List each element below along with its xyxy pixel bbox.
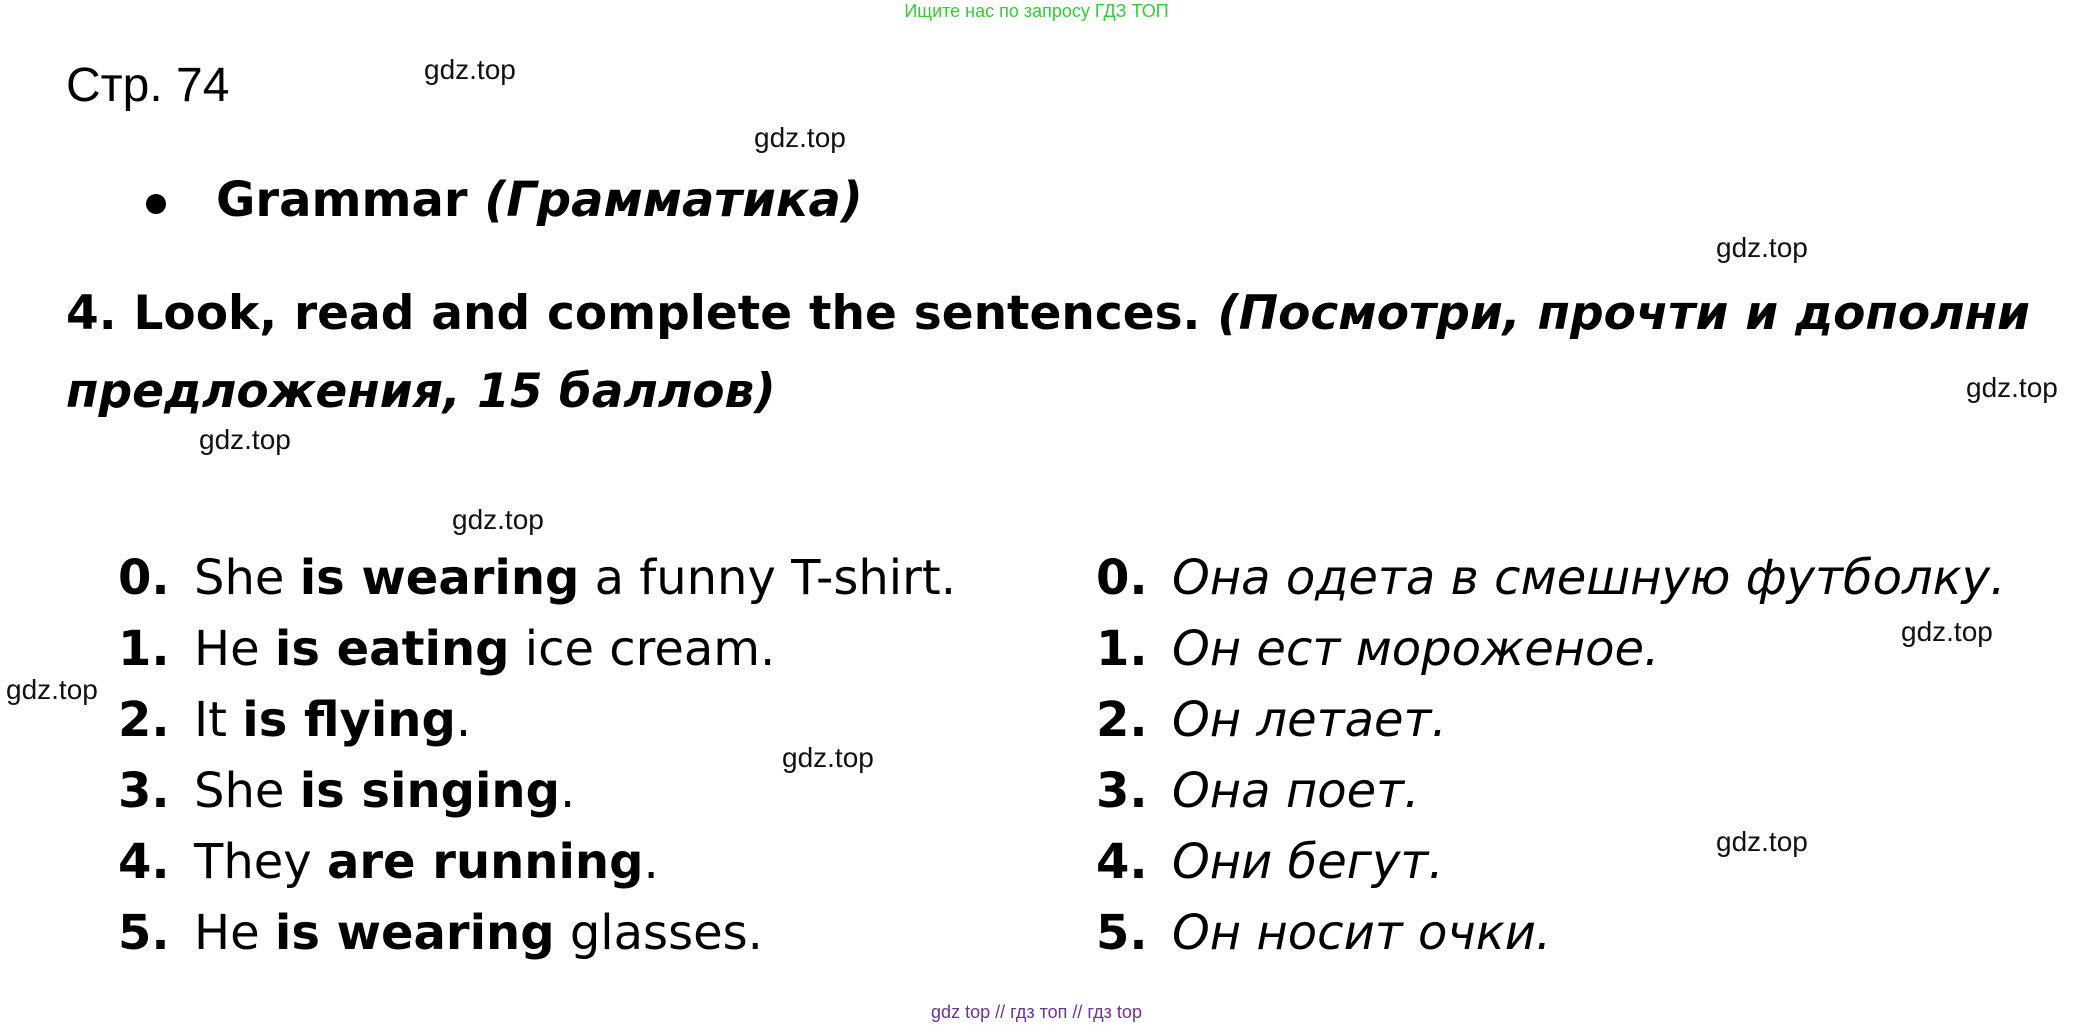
sentence-verb: is eating [274,621,510,677]
sentence-ru-5 [1096,905,1551,961]
sentence-text: He [194,905,275,961]
section-title [216,172,863,228]
sentence-text: She [194,763,300,819]
sentence-verb: is singing [299,763,560,819]
sentence-number: 4. [118,834,170,890]
top-banner: Ищите нас по запросу ГДЗ ТОП [904,1,1169,21]
section-title-ru: (Грамматика) [484,172,863,228]
watermark: gdz.top [424,54,516,85]
sentence-ru-2 [1096,692,1447,748]
sentence-en-4 [118,834,659,890]
sentence-number: 0. [1096,550,1148,606]
sentence-ru-4 [1096,834,1444,890]
task-heading-ru: (Посмотри, прочти и дополни [1217,286,2030,341]
sentence-en-1 [118,621,775,677]
sentence-number: 1. [118,621,170,677]
task-heading-line2: предложения, 15 баллов) [66,364,776,419]
sentence-translation: Она поет. [1172,763,1420,819]
sentence-ru-1 [1096,621,1659,677]
watermark: gdz.top [452,504,544,535]
watermark: gdz.top [6,674,98,705]
sentence-text: . [643,834,659,890]
watermark: gdz.top [1716,232,1808,263]
sentence-number: 2. [1096,692,1148,748]
sentence-ru-3 [1096,763,1419,819]
sentence-en-2 [118,692,471,748]
watermark: gdz.top [1966,372,2058,403]
sentence-verb: is wearing [299,550,580,606]
bullet-icon [146,194,166,214]
watermark: gdz.top [199,424,291,455]
sentence-number: 5. [1096,905,1148,961]
sentence-translation: Он носит очки. [1172,905,1552,961]
sentence-text: ice cream. [509,621,776,677]
sentence-text: It [194,692,243,748]
sentence-number: 5. [118,905,170,961]
sentence-text: She [194,550,300,606]
sentence-en-3 [118,763,575,819]
sentence-translation: Она одета в смешную футболку. [1172,550,2006,606]
sentence-number: 4. [1096,834,1148,890]
sentence-number: 1. [1096,621,1148,677]
sentence-number: 2. [118,692,170,748]
sentence-verb: is flying [242,692,456,748]
watermark: gdz.top [754,122,846,153]
watermark: gdz.top [782,742,874,773]
sentence-translation: Он летает. [1172,692,1447,748]
page-number: Стр. 74 [66,59,230,112]
footer-watermark: gdz top // гдз топ // гдз top [931,1002,1142,1022]
sentence-text: He [194,621,275,677]
sentence-translation: Они бегут. [1172,834,1444,890]
task-heading-line1 [66,286,2030,341]
watermark: gdz.top [1901,616,1993,647]
sentence-verb: are running [326,834,644,890]
sentence-text: . [559,763,576,819]
sentence-text: a funny T-shirt. [579,550,956,606]
sentence-number: 3. [118,763,170,819]
sentence-text: They [194,834,327,890]
sentence-translation: Он ест мороженое. [1172,621,1660,677]
sentence-ru-0 [1096,550,2005,606]
sentence-en-5 [118,905,763,961]
sentence-text: glasses. [554,905,763,961]
task-heading-en: 4. Look, read and complete the sentences. [66,286,1201,341]
sentence-text: . [455,692,472,748]
sentence-verb: is wearing [274,905,555,961]
watermark: gdz.top [1716,826,1808,857]
section-title-en: Grammar [216,172,468,228]
sentence-number: 3. [1096,763,1148,819]
sentence-number: 0. [118,550,170,606]
sentence-en-0 [118,550,956,606]
